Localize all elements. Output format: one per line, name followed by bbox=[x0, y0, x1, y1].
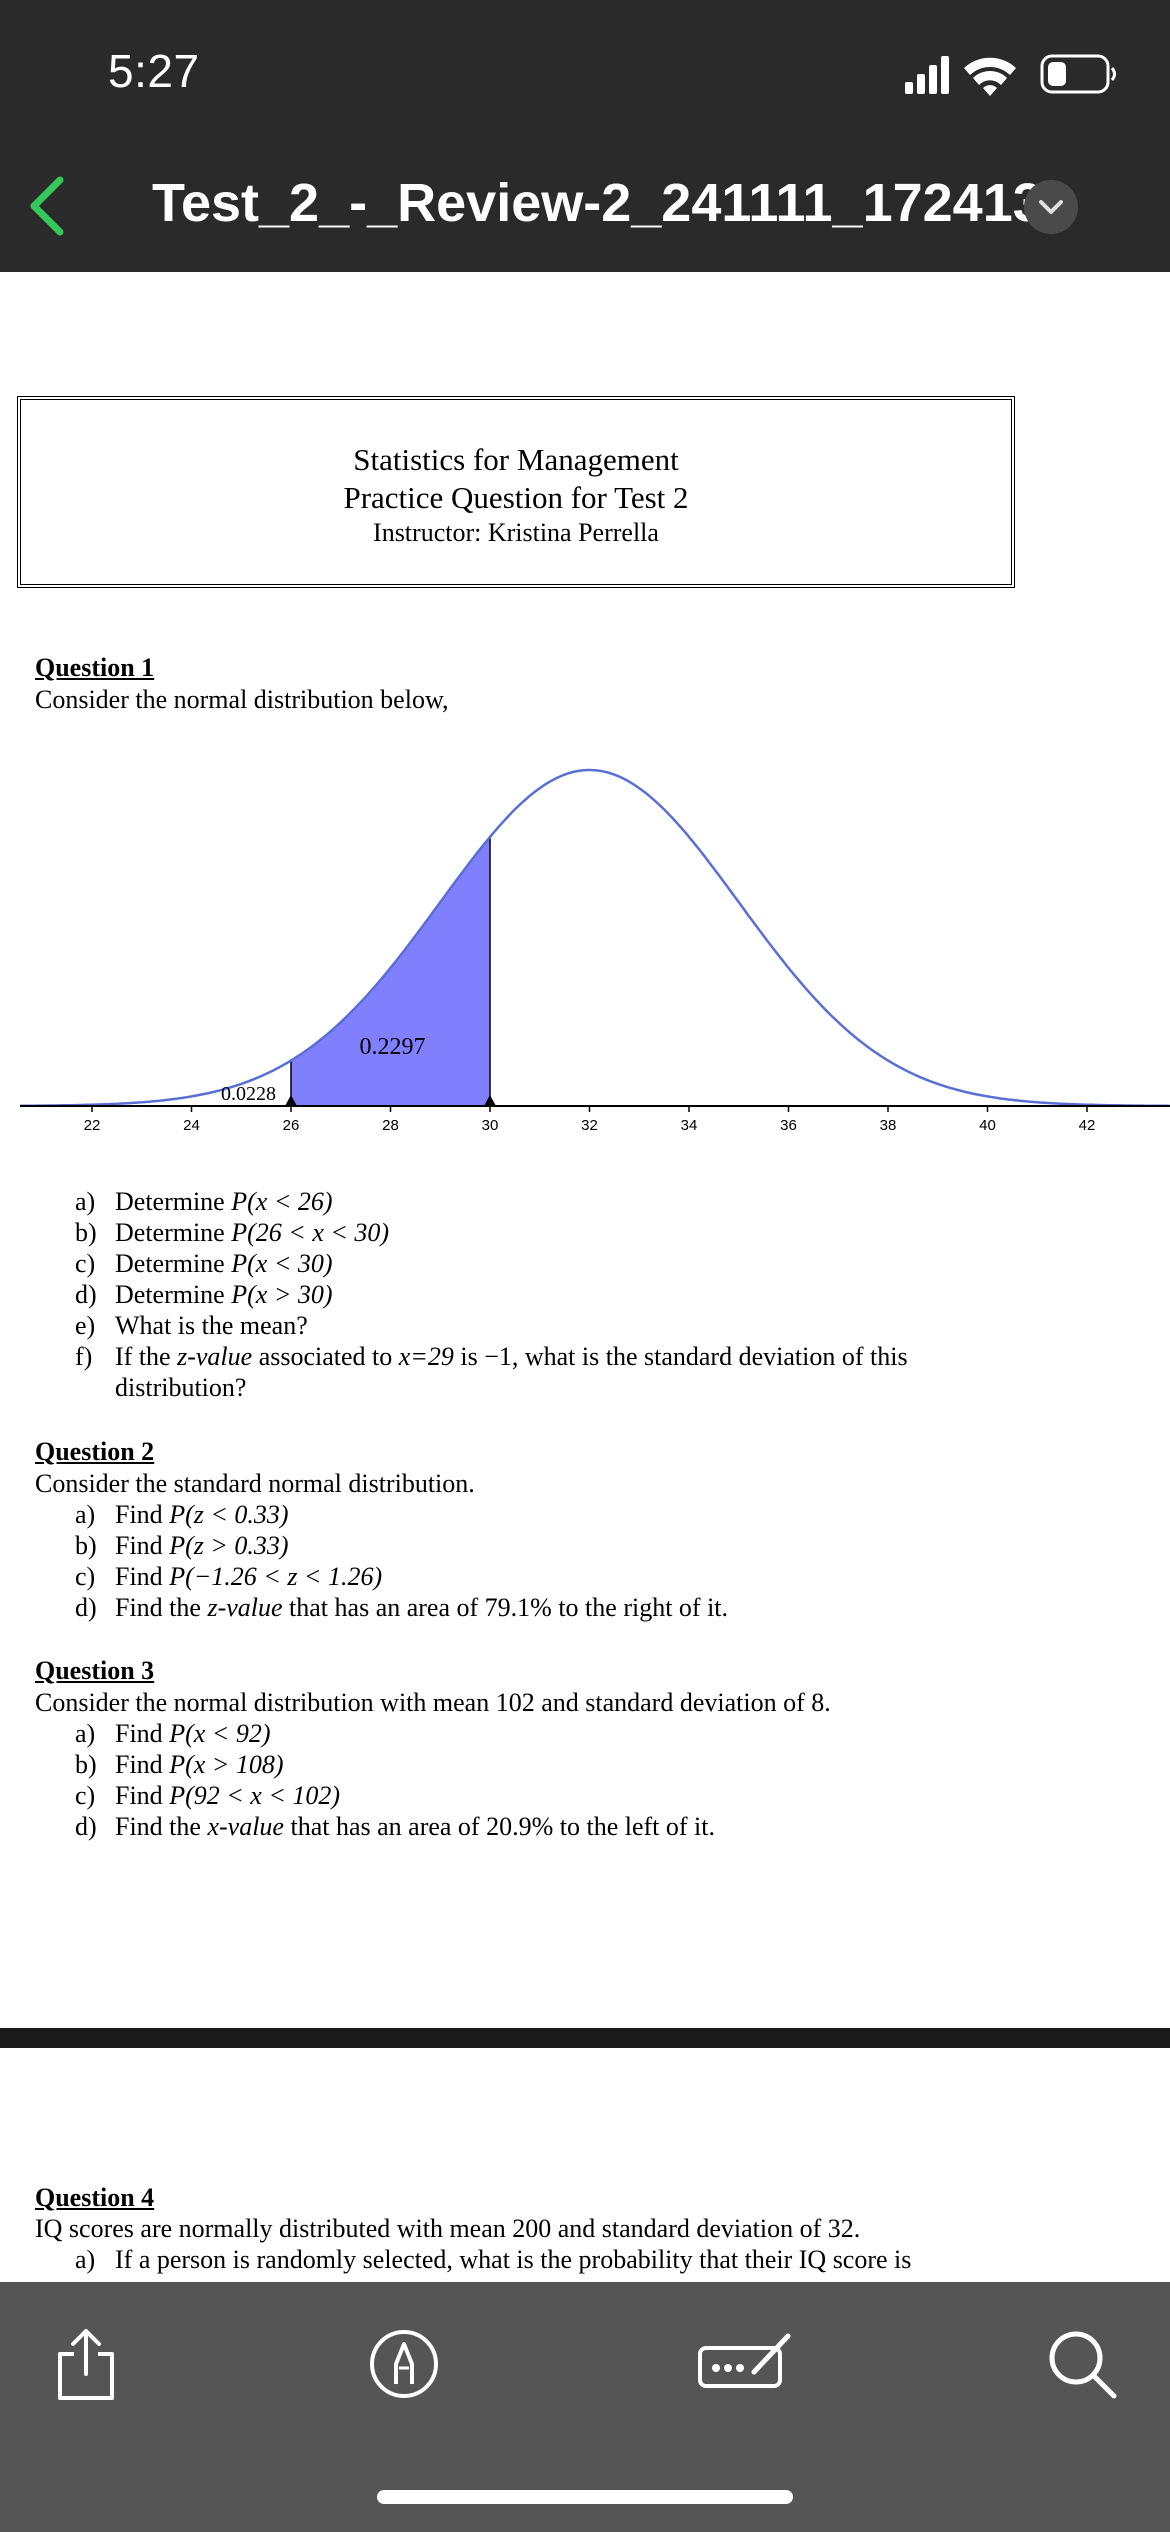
annotation-shaded-probability: 0.2297 bbox=[359, 1034, 426, 1060]
back-chevron-icon[interactable] bbox=[20, 166, 80, 246]
question-3-part-c: c) Find P(92 < x < 102) bbox=[75, 1781, 341, 1810]
question-1-part-a: a) Determine P(x < 26) bbox=[75, 1187, 333, 1216]
question-1-part-b: b) Determine P(26 < x < 30) bbox=[75, 1218, 390, 1247]
course-title: Statistics for Management bbox=[353, 442, 679, 477]
question-1-part-f-continued: distribution? bbox=[115, 1373, 247, 1402]
x-tick-label-34: 34 bbox=[680, 1117, 698, 1134]
x-tick-label-36: 36 bbox=[780, 1117, 797, 1134]
question-3-part-b: b) Find P(x > 108) bbox=[75, 1750, 284, 1779]
question-1-part-c: c) Determine P(x < 30) bbox=[75, 1249, 333, 1278]
navigation-bar bbox=[0, 0, 1170, 272]
page-separator bbox=[0, 2028, 1170, 2048]
question-4-heading: Question 4 bbox=[35, 2183, 155, 2212]
instructor-line: Instructor: Kristina Perrella bbox=[373, 518, 659, 547]
x-tick-label-40: 40 bbox=[979, 1117, 996, 1134]
question-3-part-a: a) Find P(x < 92) bbox=[75, 1719, 271, 1748]
question-1-heading: Question 1 bbox=[35, 653, 155, 682]
question-4-part-a: a) If a person is randomly selected, what is the probability that their IQ score is bbox=[75, 2245, 912, 2274]
x-tick-label-30: 30 bbox=[481, 1117, 499, 1134]
question-1-part-e: e) What is the mean? bbox=[75, 1311, 308, 1340]
annotation-left-tail-probability: 0.0228 bbox=[221, 1083, 276, 1105]
shaded-area-26-30 bbox=[291, 837, 490, 1106]
x-tick-label-42: 42 bbox=[1078, 1117, 1096, 1134]
x-tick-label-32: 32 bbox=[581, 1117, 598, 1134]
status-icons bbox=[900, 50, 1120, 98]
wifi-icon bbox=[964, 58, 1016, 96]
search-icon[interactable] bbox=[1042, 2324, 1122, 2404]
document-title: Test_2_-_Review-2_241111_172413 bbox=[152, 173, 1043, 233]
x-tick-label-24: 24 bbox=[183, 1117, 200, 1134]
question-1-part-d: d) Determine P(x > 30) bbox=[75, 1280, 333, 1309]
question-1-intro: Consider the normal distribution below, bbox=[35, 685, 449, 714]
signature-icon[interactable] bbox=[696, 2324, 796, 2404]
cellular-signal-icon bbox=[905, 56, 949, 94]
markup-icon[interactable] bbox=[364, 2324, 444, 2404]
battery-icon bbox=[1042, 56, 1115, 92]
question-2-part-b: b) Find P(z > 0.33) bbox=[75, 1531, 289, 1560]
status-time: 5:27 bbox=[108, 45, 200, 97]
x-tick-label-26: 26 bbox=[282, 1117, 300, 1134]
question-2-intro: Consider the standard normal distribution. bbox=[35, 1469, 475, 1498]
normal-distribution-chart bbox=[20, 740, 1170, 1140]
question-2-part-a: a) Find P(z < 0.33) bbox=[75, 1500, 289, 1529]
question-3-part-d: d) Find the x-value that has an area of 20.9% to the left of it. bbox=[75, 1812, 715, 1841]
question-1-part-f: f) If the z-value associated to x=29 is −1, what is the standard deviation of this bbox=[75, 1342, 908, 1371]
document-subtitle: Practice Question for Test 2 bbox=[343, 480, 689, 515]
question-3-heading: Question 3 bbox=[35, 1656, 155, 1685]
question-2-part-d: d) Find the z-value that has an area of 79.1% to the right of it. bbox=[75, 1593, 729, 1622]
question-2-heading: Question 2 bbox=[35, 1437, 155, 1466]
share-icon[interactable] bbox=[46, 2324, 126, 2404]
x-tick-label-22: 22 bbox=[83, 1117, 101, 1134]
normal-density-curve bbox=[20, 770, 1169, 1106]
x-tick-label-28: 28 bbox=[382, 1117, 399, 1134]
document-header-box bbox=[17, 396, 1015, 588]
title-dropdown-chevron-icon[interactable] bbox=[1024, 180, 1078, 234]
question-3-intro: Consider the normal distribution with mean 102 and standard deviation of 8. bbox=[35, 1688, 831, 1717]
x-tick-label-38: 38 bbox=[879, 1117, 897, 1134]
home-indicator bbox=[377, 2490, 793, 2504]
question-2-part-c: c) Find P(−1.26 < z < 1.26) bbox=[75, 1562, 383, 1591]
question-4-intro: IQ scores are normally distributed with mean 200 and standard deviation of 32. bbox=[35, 2214, 861, 2243]
